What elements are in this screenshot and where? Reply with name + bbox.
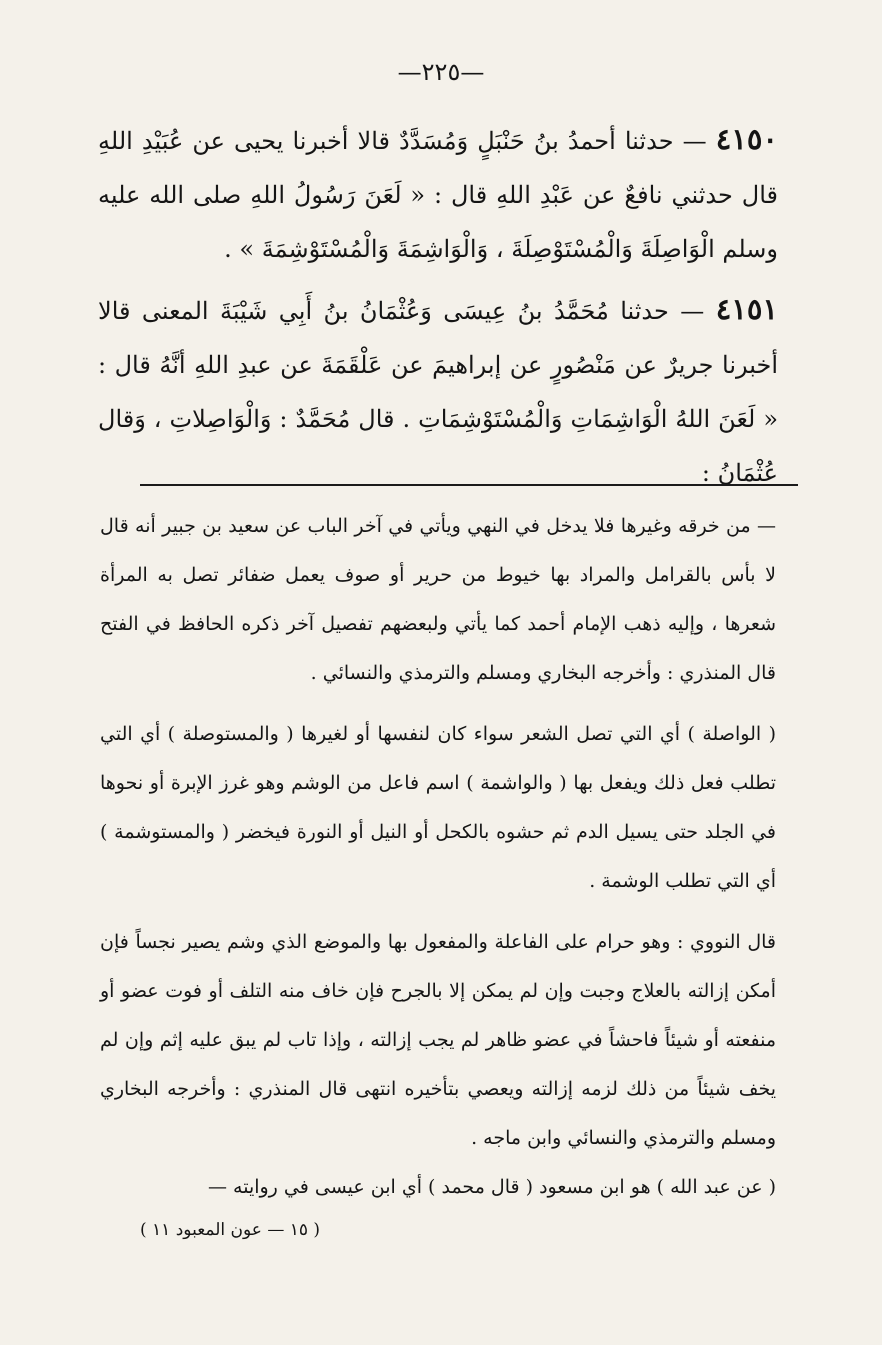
hadith-4151 — [98, 282, 778, 500]
page-number: —٢٢٥— — [397, 58, 485, 86]
hadith-number: ٤١٥٠ — [715, 122, 778, 156]
hadith-section — [98, 112, 778, 506]
commentary-section — [100, 502, 776, 1212]
commentary-paragraph: ( الواصلة ) أي التي تصل الشعر سواء كان لنفسها أو لغيرها ( والمستوصلة ) أي التي تطلب فعل ذلك ويفعل بها ( والواشمة ) اسم فاعل من الوشم وهو غرز الإبرة أو نحوها في الجلد حتى يسيل الدم ثم حشوه بالكحل أو النيل أو النورة فيخضر ( والمستوشمة ) أي التي تطلب الوشمة . — [100, 723, 776, 892]
commentary-paragraph: قال النووي : وهو حرام على الفاعلة والمفعول بها والموضع الذي وشم يصير نجساً فإن أمكن إزالته بالعلاج وجبت وإن لم يمكن إلا بالجرح فإن خاف منه التلف أو فوت عضو أو منفعته أو شيئاً فاحشاً في عضو ظاهر لم يجب إزالته ، وإذا تاب لم يبق عليه إثم وإن لم يخف شيئاً من ذلك لزمه إزالته ويعصي بتأخيره انتهى قال المنذري : وأخرجه البخاري ومسلم والترمذي والنسائي وابن ماجه . — [100, 931, 776, 1149]
commentary-paragraph: — من خرقه وغيرها فلا يدخل في النهي ويأتي في آخر الباب عن سعيد بن جبير أنه قال لا بأس بالقرامل والمراد بها خيوط من حرير أو صوف يعمل ضفائر تصل به المرأة شعرها ، وإليه ذهب الإمام أحمد كما يأتي ولبعضهم تفصيل آخر ذكره الحافظ في الفتح قال المنذري : وأخرجه البخاري ومسلم والترمذي والنسائي . — [100, 515, 776, 684]
hadith-number: ٤١٥١ — [715, 292, 778, 326]
commentary-paragraph: ( عن عبد الله ) هو ابن مسعود ( قال محمد ) أي ابن عيسى في روايته — — [207, 1176, 776, 1198]
hadith-text: — حدثنا أحمدُ بنُ حَنْبَلٍ وَمُسَدَّدٌ قالا أخبرنا يحيى عن عُبَيْدِ اللهِ قال حدثني نافعٌ عن عَبْدِ اللهِ قال : « لَعَنَ رَسُولُ اللهِ صلى الله عليه وسلم الْوَاصِلَةَ وَالْمُسْتَوْصِلَةَ ، وَالْوَاشِمَةَ وَالْمُسْتَوْشِمَةَ » . — [98, 127, 778, 263]
hadith-text: — حدثنا مُحَمَّدُ بنُ عِيسَى وَعُثْمَانُ بنُ أَبِي شَيْبَةَ المعنى قالا أخبرنا جريرٌ عن مَنْصُورٍ عن إبراهيمَ عن عَلْقَمَةَ عن عبدِ اللهِ أنَّهُ قال : « لَعَنَ اللهُ الْوَاشِمَاتِ وَالْمُسْتَوْشِمَاتِ . قال مُحَمَّدٌ : وَالْوَاصِلاتِ ، وَقال عُثْمَانُ : — [98, 297, 779, 487]
footnote-divider — [140, 484, 798, 486]
hadith-4150 — [98, 112, 778, 276]
signature-line: ( ١٥ — عون المعبود ١١ ) — [140, 1220, 321, 1240]
